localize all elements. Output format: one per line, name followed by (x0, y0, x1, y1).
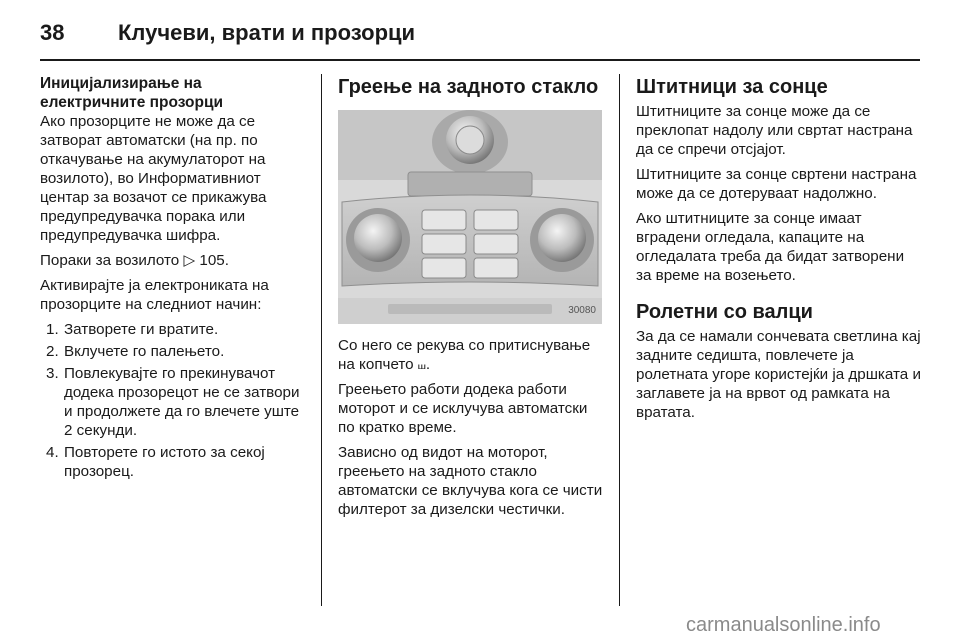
list-item (40, 342, 305, 361)
section-heading-sun-visors: Штитници за сонце (636, 76, 828, 98)
step-text: Затворете ги вратите. (64, 321, 219, 338)
paragraph (338, 336, 606, 374)
list-item (40, 364, 305, 440)
paragraph: Зависно од видот на моторот, греењето на задното стакло автоматски се вклучува кога се чисти филтерот за дизелски честички. (338, 444, 603, 518)
rear-window-heating-button-icon: ⧢ (417, 355, 426, 373)
paragraph-reference (40, 251, 305, 270)
paragraph: За да се намали сончевата светлина кај задните седишта, повлечете ја ролетната угоре користејќи ја дршката и заглавете ја на врвот од рамката на вратата. (636, 328, 921, 421)
step-text: Вклучете го палењето. (64, 343, 225, 360)
step-number: 4. (46, 444, 59, 461)
list-item (40, 320, 305, 339)
image-code: 30080 (568, 305, 596, 316)
column-divider (619, 74, 620, 606)
steps-list (40, 320, 305, 481)
column-sun-visors (636, 74, 922, 428)
page-number: 38 (40, 20, 65, 45)
column-rear-window-heating (338, 74, 606, 525)
list-item (40, 443, 305, 481)
step-text: Повторете го истото за секој прозорец. (64, 444, 265, 480)
step-number: 1. (46, 321, 59, 338)
paragraph: Штитниците за сонце може да се преклопат надолу или свртат настрана да се спречи отсјајот. (636, 103, 913, 158)
paragraph: Греењето работи додека работи моторот и се исклучува автоматски по кратко време. (338, 381, 588, 436)
control-panel-illustration (338, 110, 602, 324)
section-heading-rear-heating: Греење на задното стакло (338, 76, 599, 98)
page-reference-icon: ▷ (183, 251, 196, 269)
step-number: 3. (46, 365, 59, 382)
column-window-initialization (40, 74, 305, 484)
watermark: carmanualsonline.info (686, 614, 881, 636)
paragraph-text: Со него се рекува со притиснување на копчето (338, 337, 591, 373)
section-heading-window-init: Иницијализирање на електричните прозорци (40, 75, 224, 111)
section-heading-roller-blinds: Ролетни со валци (636, 301, 813, 323)
paragraph: Ако прозорците не може да се затворат автоматски (на пр. по откачување на акумулаторот на возилото), во Информативниот центар за возачот се прикажува предупредувачка порака или предупредувачка шифра. (40, 113, 267, 244)
column-divider (321, 74, 322, 606)
paragraph: Ако штитниците за сонце имаат вградени огледала, капаците на огледалата треба да бидат затворени за време на возењето. (636, 210, 905, 284)
header-rule (40, 59, 920, 61)
paragraph: Штитниците за сонце свртени настрана може да се дотеруваат надолжно. (636, 166, 917, 202)
step-text: Повлекувајте го прекинувачот додека прозорецот не се затвори и продолжете да го влечете уште 2 секунди. (64, 365, 300, 439)
reference-text: Пораки за возилото (40, 252, 180, 269)
page-header (40, 18, 920, 58)
paragraph-end: . (425, 356, 431, 373)
chapter-title: Клучеви, врати и прозорци (118, 20, 416, 45)
reference-page-link[interactable]: 105. (199, 252, 229, 269)
paragraph: Активирајте ја електрониката на прозорците на следниот начин: (40, 277, 269, 313)
dashboard-control-panel-photo (338, 110, 602, 324)
step-number: 2. (46, 343, 59, 360)
